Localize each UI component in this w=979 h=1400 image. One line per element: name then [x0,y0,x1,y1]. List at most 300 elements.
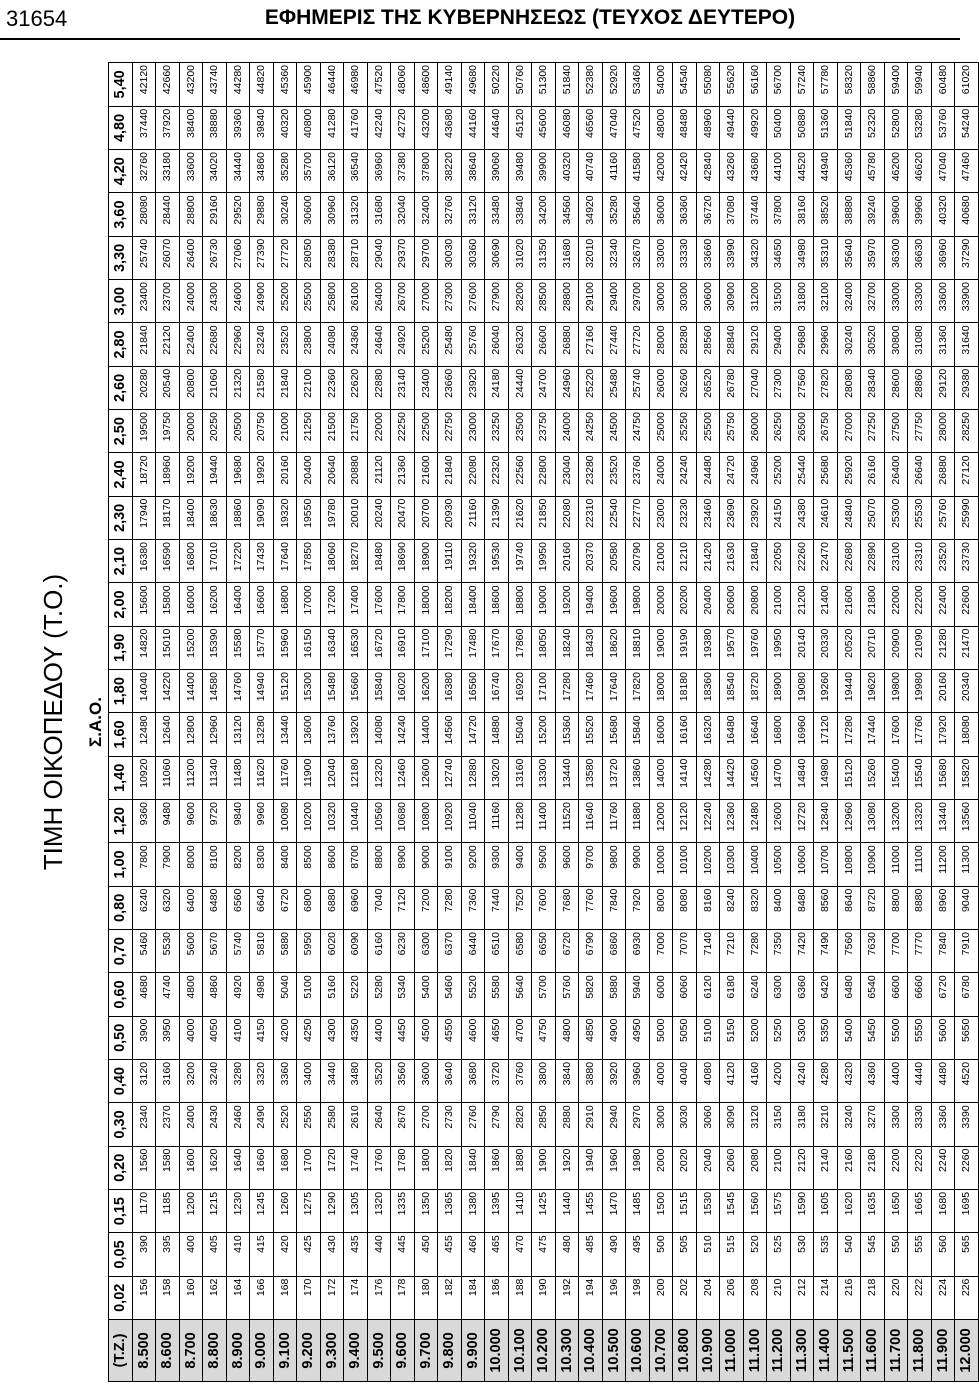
table-cell: 9360 [132,800,156,843]
table-row [532,63,556,1382]
table-cell: 54000 [649,63,673,107]
table-cell: 55620 [720,63,744,107]
table-cell: 1720 [320,1146,344,1189]
table-cell: 3320 [250,1059,274,1102]
table-cell: 22080 [461,453,485,496]
table-cell: 2180 [861,1146,885,1189]
row-label: 9.100 [273,1319,297,1381]
table-cell: 6930 [626,929,650,972]
table-cell: 6790 [579,929,603,972]
table-cell: 22200 [908,583,932,626]
table-cell: 11520 [555,800,579,843]
table-cell: 8200 [226,843,250,886]
table-cell: 21470 [955,626,979,669]
table-cell: 29370 [391,236,415,279]
table-cell: 35280 [602,193,626,236]
table-cell: 3360 [931,1103,955,1146]
table-cell: 218 [861,1276,885,1319]
table-cell: 8240 [720,886,744,929]
table-cell: 198 [626,1276,650,1319]
table-cell: 21800 [861,583,885,626]
table-cell: 24840 [837,496,861,539]
table-cell: 28080 [837,366,861,409]
table-cell: 31350 [532,236,556,279]
table-cell: 20800 [743,583,767,626]
table-cell: 8080 [673,886,697,929]
table-cell: 2520 [273,1103,297,1146]
table-cell: 12480 [132,713,156,756]
table-cell: 30240 [837,323,861,366]
table-cell: 1260 [273,1189,297,1232]
table-cell: 1290 [320,1189,344,1232]
table-cell: 6860 [602,929,626,972]
table-cell: 3300 [884,1103,908,1146]
table-cell: 520 [743,1233,767,1276]
table-cell: 17280 [555,670,579,713]
table-cell: 13440 [555,756,579,799]
table-cell: 27160 [579,323,603,366]
table-cell: 7420 [790,929,814,972]
table-cell: 21120 [367,453,391,496]
table-cell: 24240 [673,453,697,496]
table-cell: 25070 [861,496,885,539]
table-cell: 16960 [790,713,814,756]
table-cell: 42420 [673,150,697,193]
table-cell: 20470 [391,496,415,539]
table-cell: 8400 [767,886,791,929]
table-cell: 1620 [203,1146,227,1189]
table-cell: 6720 [555,929,579,972]
table-cell: 28440 [156,193,180,236]
table-cell: 18270 [344,540,368,583]
table-cell: 16320 [696,713,720,756]
table-cell: 14400 [179,670,203,713]
table-cell: 48060 [391,63,415,107]
table-cell: 19750 [156,410,180,453]
table-cell: 11300 [955,843,979,886]
table-cell: 4040 [673,1059,697,1102]
table-cell: 9400 [508,843,532,886]
table-cell: 18720 [743,670,767,713]
table-cell: 25920 [837,453,861,496]
table-cell: 20160 [273,453,297,496]
table-cell: 8300 [250,843,274,886]
table-cell: 27060 [226,236,250,279]
column-header: 1,00 [109,843,133,886]
table-cell: 58320 [837,63,861,107]
table-cell: 25990 [955,496,979,539]
table-cell: 13560 [955,800,979,843]
table-row [461,63,485,1382]
table-cell: 22620 [344,366,368,409]
table-cell: 2550 [297,1103,321,1146]
row-label: 8.700 [179,1319,203,1381]
table-cell: 182 [438,1276,462,1319]
table-cell: 19440 [203,453,227,496]
table-cell: 12480 [743,800,767,843]
table-cell: 14940 [250,670,274,713]
table-cell: 21400 [814,583,838,626]
table-cell: 440 [367,1233,391,1276]
table-cell: 10000 [649,843,673,886]
table-cell: 204 [696,1276,720,1319]
table-cell: 21600 [414,453,438,496]
table-cell: 28000 [649,323,673,366]
row-label: 10.900 [696,1319,720,1381]
table-cell: 39600 [884,193,908,236]
table-cell: 12320 [367,756,391,799]
table-cell: 18170 [156,496,180,539]
table-cell: 48480 [673,106,697,149]
column-header: 2,00 [109,583,133,626]
table-cell: 24720 [720,453,744,496]
table-cell: 22400 [179,323,203,366]
table-cell: 21620 [508,496,532,539]
table-cell: 23700 [156,280,180,323]
table-cell: 4550 [438,1016,462,1059]
table-cell: 6300 [767,973,791,1016]
table-cell: 40320 [555,150,579,193]
table-cell: 39240 [861,193,885,236]
table-cell: 21840 [438,453,462,496]
table-cell: 10800 [414,800,438,843]
table-cell: 43740 [203,63,227,107]
table-cell: 10700 [814,843,838,886]
table-cell: 20710 [861,626,885,669]
table-cell: 15200 [532,713,556,756]
table-cell: 25760 [461,323,485,366]
table-cell: 19190 [673,626,697,669]
table-cell: 30600 [696,280,720,323]
table-cell: 5880 [602,973,626,1016]
table-cell: 505 [673,1233,697,1276]
table-cell: 176 [367,1276,391,1319]
table-cell: 27000 [837,410,861,453]
table-cell: 29120 [743,323,767,366]
table-row [908,63,932,1382]
table-cell: 15540 [908,756,932,799]
table-cell: 7800 [132,843,156,886]
table-cell: 21580 [250,366,274,409]
table-row [367,63,391,1382]
table-cell: 26780 [720,366,744,409]
table-cell: 20790 [626,540,650,583]
table-cell: 11640 [579,800,603,843]
table-cell: 21600 [837,583,861,626]
table-cell: 33000 [649,236,673,279]
table-cell: 39900 [532,150,556,193]
table-cell: 9480 [156,800,180,843]
table-cell: 19200 [179,453,203,496]
table-row [767,63,791,1382]
table-cell: 1560 [743,1189,767,1232]
column-header: 3,00 [109,280,133,323]
row-label: 9.500 [367,1319,391,1381]
table-cell: 17860 [508,626,532,669]
table-cell: 14280 [696,756,720,799]
table-cell: 9300 [485,843,509,886]
table-cell: 29100 [579,280,603,323]
table-cell: 6580 [508,929,532,972]
table-cell: 4750 [532,1016,556,1059]
column-header: 4,20 [109,150,133,193]
table-cell: 1410 [508,1189,532,1232]
table-body [132,63,978,1382]
table-cell: 20340 [955,670,979,713]
table-cell: 19000 [649,626,673,669]
table-cell: 17850 [297,540,321,583]
table-cell: 11200 [179,756,203,799]
table-cell: 4500 [414,1016,438,1059]
table-cell: 13760 [320,713,344,756]
table-cell: 18400 [461,583,485,626]
table-cell: 4480 [931,1059,955,1102]
table-cell: 5400 [837,1016,861,1059]
table-cell: 17640 [602,670,626,713]
table-cell: 42240 [367,106,391,149]
table-cell: 6180 [720,973,744,1016]
table-cell: 23000 [461,410,485,453]
table-cell: 7680 [555,886,579,929]
column-header: 1,90 [109,626,133,669]
table-cell: 29960 [814,323,838,366]
table-cell: 18810 [626,626,650,669]
table-cell: 4400 [884,1059,908,1102]
table-cell: 20540 [156,366,180,409]
table-cell: 16920 [508,670,532,713]
table-cell: 27300 [438,280,462,323]
table-cell: 7840 [931,929,955,972]
table-cell: 4600 [461,1016,485,1059]
table-cell: 6660 [908,973,932,1016]
table-cell: 1620 [837,1189,861,1232]
table-cell: 36720 [696,193,720,236]
table-cell: 18430 [579,626,603,669]
table-cell: 8800 [884,886,908,929]
table-cell: 4740 [156,973,180,1016]
table-cell: 25220 [579,366,603,409]
table-cell: 8480 [790,886,814,929]
table-cell: 38880 [203,106,227,149]
table-cell: 45900 [297,63,321,107]
table-cell: 20800 [179,366,203,409]
table-cell: 57240 [790,63,814,107]
table-cell: 6560 [226,886,250,929]
table-row [297,63,321,1382]
table-cell: 15770 [250,626,274,669]
column-header: 5,40 [109,63,133,107]
table-cell: 17940 [132,496,156,539]
row-label: 11.100 [743,1319,767,1381]
table-cell: 1515 [673,1189,697,1232]
table-cell: 50760 [508,63,532,107]
table-cell: 33990 [720,236,744,279]
table-cell: 27250 [861,410,885,453]
table-cell: 28860 [908,366,932,409]
table-cell: 50880 [790,106,814,149]
table-cell: 10300 [720,843,744,886]
table-cell: 7600 [532,886,556,929]
table-cell: 23250 [485,410,509,453]
table-cell: 33120 [461,193,485,236]
table-cell: 2100 [767,1146,791,1189]
table-cell: 16340 [320,626,344,669]
table-cell: 4800 [179,973,203,1016]
table-cell: 46560 [579,106,603,149]
table-cell: 22320 [485,453,509,496]
table-cell: 3880 [579,1059,603,1102]
table-cell: 33840 [508,193,532,236]
table-cell: 3120 [743,1103,767,1146]
table-cell: 4320 [837,1059,861,1102]
table-cell: 18600 [485,583,509,626]
table-cell: 21360 [391,453,415,496]
table-cell: 42840 [696,150,720,193]
table-cell: 19530 [485,540,509,583]
table-cell: 1380 [461,1189,485,1232]
table-cell: 52320 [861,106,885,149]
table-cell: 1880 [508,1146,532,1189]
table-cell: 1320 [367,1189,391,1232]
table-cell: 22250 [391,410,415,453]
table-cell: 22080 [555,496,579,539]
table-cell: 6370 [438,929,462,972]
table-cell: 23760 [626,453,650,496]
table-cell: 7140 [696,929,720,972]
table-cell: 1580 [156,1146,180,1189]
table-cell: 3680 [461,1059,485,1102]
table-cell: 3280 [226,1059,250,1102]
table-cell: 28250 [955,410,979,453]
table-cell: 15480 [320,670,344,713]
table-row [555,63,579,1382]
table-cell: 40320 [931,193,955,236]
table-cell: 21850 [532,496,556,539]
table-cell: 8600 [320,843,344,886]
table-cell: 4050 [203,1016,227,1059]
table-cell: 7560 [837,929,861,972]
table-cell: 10920 [132,756,156,799]
table-cell: 33000 [884,280,908,323]
table-cell: 4000 [649,1059,673,1102]
table-cell: 1560 [132,1146,156,1189]
table-cell: 2000 [649,1146,673,1189]
row-label: 9.600 [391,1319,415,1381]
table-cell: 31800 [790,280,814,323]
table-row [814,63,838,1382]
table-cell: 2160 [837,1146,861,1189]
table-cell: 19740 [508,540,532,583]
table-row [861,63,885,1382]
table-cell: 12040 [320,756,344,799]
column-header: 1,40 [109,756,133,799]
table-cell: 13120 [226,713,250,756]
table-cell: 18000 [414,583,438,626]
column-header: 2,80 [109,323,133,366]
table-cell: 24380 [790,496,814,539]
table-cell: 216 [837,1276,861,1319]
table-cell: 24480 [696,453,720,496]
table-cell: 39360 [226,106,250,149]
table-cell: 3160 [156,1059,180,1102]
table-cell: 2020 [673,1146,697,1189]
table-cell: 13920 [344,713,368,756]
table-cell: 6320 [156,886,180,929]
table-cell: 465 [485,1233,509,1276]
row-label: 8.900 [226,1319,250,1381]
table-row [344,63,368,1382]
table-cell: 1200 [179,1189,203,1232]
table-cell: 22800 [532,453,556,496]
table-cell: 25500 [297,280,321,323]
table-cell: 16800 [767,713,791,756]
table-cell: 20250 [203,410,227,453]
table-cell: 15200 [179,626,203,669]
table-cell: 22750 [438,410,462,453]
row-label: 9.200 [297,1319,321,1381]
table-cell: 20400 [297,453,321,496]
table-cell: 26700 [391,280,415,323]
table-cell: 24300 [203,280,227,323]
table-cell: 26160 [861,453,885,496]
table-cell: 50400 [767,106,791,149]
table-cell: 6160 [367,929,391,972]
table-cell: 1680 [273,1146,297,1189]
table-cell: 45600 [532,106,556,149]
table-cell: 4920 [226,973,250,1016]
table-cell: 25800 [320,280,344,323]
table-cell: 24180 [485,366,509,409]
table-cell: 9720 [203,800,227,843]
table-cell: 6600 [884,973,908,1016]
table-cell: 24440 [508,366,532,409]
table-cell: 11060 [156,756,180,799]
table-cell: 4950 [626,1016,650,1059]
table-cell: 24900 [250,280,274,323]
table-cell: 21250 [297,410,321,453]
table-cell: 23000 [649,496,673,539]
table-cell: 26000 [649,366,673,409]
row-label: 10.300 [555,1319,579,1381]
row-label: 11.400 [814,1319,838,1381]
table-cell: 7040 [367,886,391,929]
table-cell: 12460 [391,756,415,799]
table-cell: 21280 [931,626,955,669]
table-cell: 15840 [626,713,650,756]
table-cell: 9600 [555,843,579,886]
table-cell: 11340 [203,756,227,799]
table-cell: 31680 [555,236,579,279]
table-cell: 5600 [179,929,203,972]
table-cell: 13080 [861,800,885,843]
table-cell: 16400 [226,583,250,626]
table-cell: 23730 [955,540,979,583]
table-cell: 17600 [884,713,908,756]
table-cell: 18630 [203,496,227,539]
table-cell: 5340 [391,973,415,1016]
table-cell: 8960 [931,886,955,929]
table-cell: 1500 [649,1189,673,1232]
table-cell: 8160 [696,886,720,929]
table-cell: 184 [461,1276,485,1319]
table-cell: 8700 [344,843,368,886]
table-cell: 27440 [602,323,626,366]
table-cell: 5460 [438,973,462,1016]
table-cell: 490 [602,1233,626,1276]
table-cell: 24750 [626,410,650,453]
table-cell: 19260 [814,670,838,713]
table-cell: 26040 [485,323,509,366]
